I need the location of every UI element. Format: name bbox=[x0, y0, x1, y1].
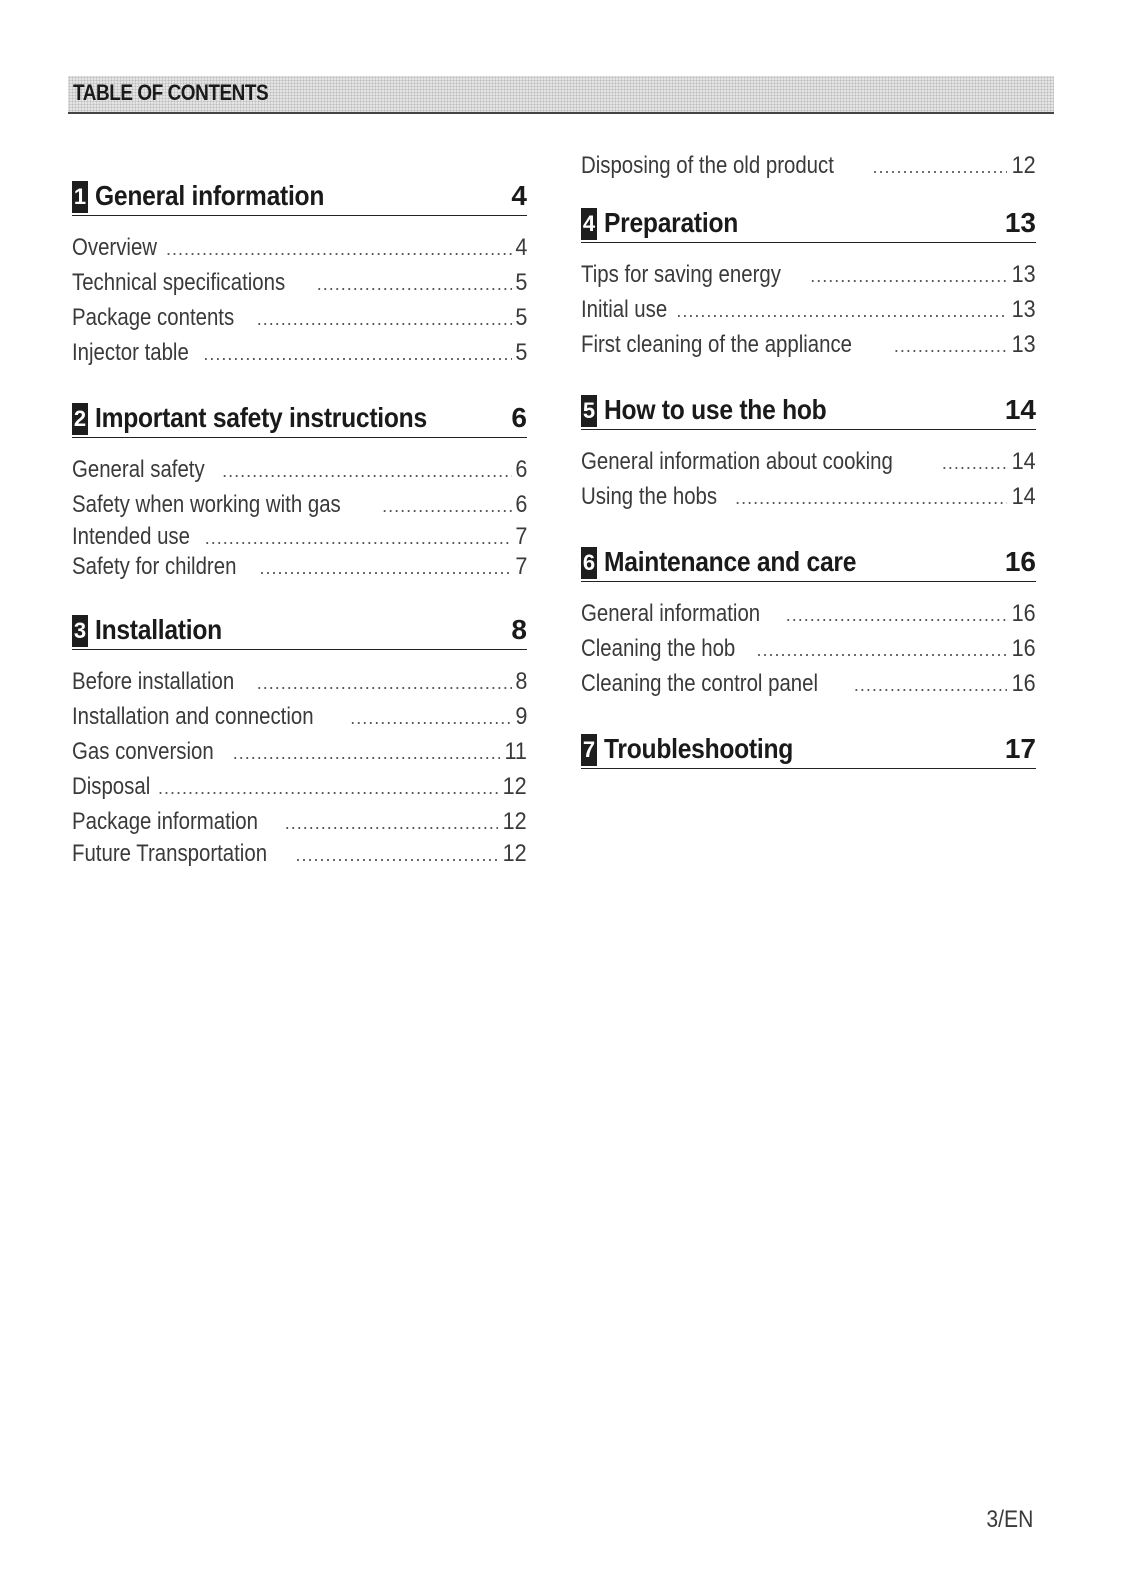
entry-label: Gas conversion bbox=[72, 738, 214, 765]
entry-label: Installation and connection bbox=[72, 703, 314, 730]
page-title: TABLE OF CONTENTS bbox=[73, 80, 269, 105]
entry-label: Before installation bbox=[72, 668, 235, 695]
entry-label: First cleaning of the appliance bbox=[581, 331, 853, 358]
toc-entry-disposing-old-product[interactable] bbox=[581, 148, 1036, 183]
toc-entry-package-contents[interactable] bbox=[72, 300, 527, 335]
entry-page-number: 5 bbox=[514, 304, 527, 331]
entry-page-number: 16 bbox=[1011, 600, 1036, 627]
entry-page-number: 6 bbox=[514, 456, 527, 483]
toc-entry-general-info-cooking[interactable] bbox=[581, 444, 1036, 479]
entry-page-number: 12 bbox=[502, 773, 527, 800]
dot-leader bbox=[854, 668, 1007, 703]
toc-section-troubleshooting bbox=[581, 731, 1036, 769]
dot-leader bbox=[257, 302, 512, 337]
dot-leader bbox=[158, 771, 498, 806]
entry-label: Technical specifications bbox=[72, 269, 286, 296]
entry-label: Safety when working with gas bbox=[72, 491, 341, 518]
section-heading[interactable] bbox=[581, 731, 1036, 769]
dot-leader bbox=[942, 446, 1007, 481]
toc-entry-technical-specifications[interactable] bbox=[72, 265, 527, 300]
entry-label: Tips for saving energy bbox=[581, 261, 781, 288]
entry-page-number: 5 bbox=[514, 269, 527, 296]
section-number-badge: 7 bbox=[581, 734, 597, 766]
entry-page-number: 14 bbox=[1011, 448, 1036, 475]
section-number-badge: 4 bbox=[581, 208, 597, 240]
entry-page-number: 12 bbox=[502, 840, 527, 867]
toc-entry-using-hobs[interactable] bbox=[581, 479, 1036, 514]
entry-page-number: 7 bbox=[514, 523, 527, 550]
entry-label: Intended use bbox=[72, 523, 190, 550]
entry-label: Package information bbox=[72, 808, 258, 835]
entry-page-number: 6 bbox=[514, 491, 527, 518]
toc-entry-package-information[interactable] bbox=[72, 804, 527, 839]
toc-entry-safety-gas[interactable] bbox=[72, 487, 527, 522]
toc-entry-before-installation[interactable] bbox=[72, 664, 527, 699]
dot-leader bbox=[735, 481, 1007, 516]
section-heading[interactable] bbox=[72, 400, 527, 438]
entry-label: General safety bbox=[72, 456, 205, 483]
toc-entry-installation-connection[interactable] bbox=[72, 699, 527, 734]
toc-section-maintenance-care bbox=[581, 544, 1036, 701]
dot-leader bbox=[205, 523, 512, 553]
toc-entry-injector-table[interactable] bbox=[72, 335, 527, 370]
entry-page-number: 13 bbox=[1011, 331, 1036, 358]
toc-entry-initial-use[interactable] bbox=[581, 292, 1036, 327]
toc-entry-overview[interactable] bbox=[72, 230, 527, 265]
section-page-number: 8 bbox=[511, 614, 527, 645]
section-title: Troubleshooting bbox=[604, 733, 794, 764]
entry-page-number: 16 bbox=[1011, 670, 1036, 697]
entry-page-number: 7 bbox=[514, 553, 527, 580]
dot-leader bbox=[166, 232, 512, 267]
section-page-number: 17 bbox=[1004, 733, 1036, 764]
section-title: How to use the hob bbox=[604, 394, 827, 425]
entry-label: Cleaning the hob bbox=[581, 635, 736, 662]
section-page-number: 13 bbox=[1004, 207, 1036, 238]
entry-label: General information bbox=[581, 600, 761, 627]
section-title: Important safety instructions bbox=[95, 402, 427, 433]
entry-page-number: 12 bbox=[1011, 152, 1036, 179]
entry-label: Disposing of the old product bbox=[581, 152, 834, 179]
dot-leader bbox=[203, 337, 511, 372]
entry-label: Disposal bbox=[72, 773, 151, 800]
dot-leader bbox=[285, 806, 499, 841]
entry-label: Initial use bbox=[581, 296, 668, 323]
section-title: General information bbox=[95, 180, 325, 211]
dot-leader bbox=[756, 633, 1007, 668]
toc-section-installation bbox=[72, 612, 527, 869]
toc-entry-cleaning-hob[interactable] bbox=[581, 631, 1036, 666]
dot-leader bbox=[382, 489, 511, 524]
section-number-badge: 3 bbox=[72, 615, 88, 647]
section-number-badge: 6 bbox=[581, 547, 597, 579]
section-heading[interactable] bbox=[72, 612, 527, 650]
toc-entry-general-safety[interactable] bbox=[72, 452, 527, 487]
entry-page-number: 4 bbox=[514, 234, 527, 261]
dot-leader bbox=[350, 701, 511, 736]
dot-leader bbox=[233, 736, 500, 771]
section-page-number: 6 bbox=[511, 402, 527, 433]
toc-section-preparation bbox=[581, 205, 1036, 362]
entry-page-number: 14 bbox=[1011, 483, 1036, 510]
section-number-badge: 1 bbox=[72, 181, 88, 213]
entry-page-number: 11 bbox=[504, 738, 527, 765]
toc-header-bar bbox=[68, 76, 1054, 114]
page-footer-number: 3/EN bbox=[986, 1506, 1033, 1533]
entry-label: Injector table bbox=[72, 339, 189, 366]
toc-section-general-information bbox=[72, 178, 527, 370]
dot-leader bbox=[317, 267, 512, 302]
toc-entry-gas-conversion[interactable] bbox=[72, 734, 527, 769]
toc-entry-general-information[interactable] bbox=[581, 596, 1036, 631]
entry-page-number: 8 bbox=[514, 668, 527, 695]
section-number-badge: 2 bbox=[72, 403, 88, 435]
entry-page-number: 13 bbox=[1011, 261, 1036, 288]
entry-label: Package contents bbox=[72, 304, 235, 331]
entry-label: Using the hobs bbox=[581, 483, 718, 510]
section-heading[interactable] bbox=[581, 544, 1036, 582]
entry-page-number: 5 bbox=[514, 339, 527, 366]
entry-page-number: 13 bbox=[1011, 296, 1036, 323]
section-heading[interactable] bbox=[72, 178, 527, 216]
section-number-badge: 5 bbox=[581, 395, 597, 427]
entry-page-number: 16 bbox=[1011, 635, 1036, 662]
section-page-number: 4 bbox=[511, 180, 527, 211]
toc-continued-entries bbox=[581, 148, 1036, 183]
toc-entry-first-cleaning[interactable] bbox=[581, 327, 1036, 362]
entry-label: Future Transportation bbox=[72, 840, 268, 867]
dot-leader bbox=[222, 454, 512, 489]
toc-entry-safety-children[interactable] bbox=[72, 552, 527, 582]
entry-label: Overview bbox=[72, 234, 158, 261]
toc-section-important-safety-instructions bbox=[72, 400, 527, 582]
section-page-number: 14 bbox=[1004, 394, 1036, 425]
dot-leader bbox=[257, 666, 512, 701]
entry-label: Cleaning the control panel bbox=[581, 670, 819, 697]
entry-label: Safety for children bbox=[72, 553, 237, 580]
dot-leader bbox=[676, 294, 1007, 329]
dot-leader bbox=[786, 598, 1008, 633]
toc-entry-intended-use[interactable] bbox=[72, 522, 527, 552]
dot-leader bbox=[295, 840, 498, 870]
section-title: Maintenance and care bbox=[604, 546, 857, 577]
entry-page-number: 9 bbox=[514, 703, 527, 730]
toc-left-column bbox=[72, 178, 527, 899]
toc-entry-tips-saving-energy[interactable] bbox=[581, 257, 1036, 292]
section-heading[interactable] bbox=[581, 205, 1036, 243]
dot-leader bbox=[873, 150, 1008, 185]
toc-right-column bbox=[581, 148, 1036, 799]
toc-section-how-to-use-hob bbox=[581, 392, 1036, 514]
section-heading[interactable] bbox=[581, 392, 1036, 430]
section-page-number: 16 bbox=[1004, 546, 1036, 577]
dot-leader bbox=[259, 553, 511, 583]
toc-entry-future-transportation[interactable] bbox=[72, 839, 527, 869]
entry-label: General information about cooking bbox=[581, 448, 893, 475]
dot-leader bbox=[810, 259, 1007, 294]
entry-page-number: 12 bbox=[502, 808, 527, 835]
section-title: Installation bbox=[95, 614, 222, 645]
section-title: Preparation bbox=[604, 207, 739, 238]
toc-entry-disposal[interactable] bbox=[72, 769, 527, 804]
dot-leader bbox=[894, 329, 1007, 364]
toc-entry-cleaning-control-panel[interactable] bbox=[581, 666, 1036, 701]
